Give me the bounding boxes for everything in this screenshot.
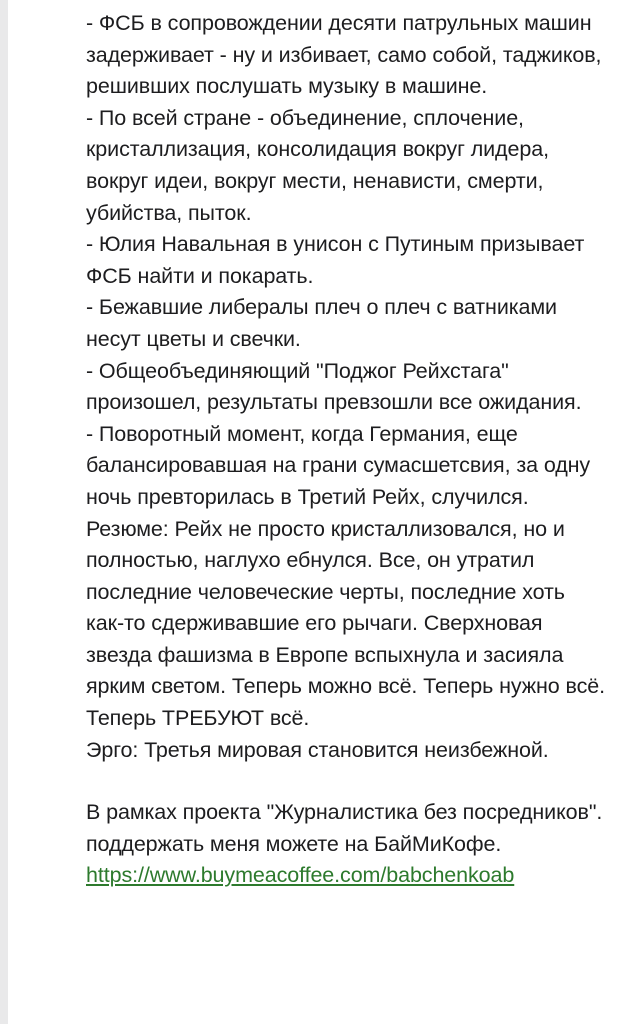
- paragraph-2: - По всей стране - объединение, сплочение, кристаллизация, консолидация вокруг лидера, вокруг идеи, вокруг мести, ненависти, смерти, убийства, пыток.: [86, 105, 549, 225]
- paragraph-3: - Юлия Навальная в унисон с Путиным призывает ФСБ найти и покарать.: [86, 232, 585, 288]
- buymeacoffee-link[interactable]: https://www.buymeacoffee.com/babchenkoab: [86, 863, 515, 888]
- paragraph-6: - Поворотный момент, когда Германия, еще балансировавшая на грани сумасшетсвия, за одну ночь превторилась в Третий Рейх, случился.: [86, 421, 591, 509]
- support-note: поддержать меня можете на БайМиКофе.: [86, 831, 502, 856]
- paragraph-4: - Бежавшие либералы плеч о плеч с ватниками несут цветы и свечки.: [86, 295, 557, 351]
- paragraph-conclusion: Эрго: Третья мировая становится неизбежной.: [86, 737, 549, 762]
- project-note: В рамках проекта "Журналистика без посредников".: [86, 800, 603, 825]
- paragraph-1: - ФСБ в сопровождении десяти патрульных машин задерживает - ну и избивает, само собой, таджиков, решивших послушать музыку в машине.: [86, 11, 602, 99]
- paragraph-gap: [86, 766, 605, 797]
- paragraph-5: - Общеобъединяющий "Поджог Рейхстага" произошел, результаты превзошли все ожидания.: [86, 358, 582, 415]
- paragraph-summary: Резюме: Рейх не просто кристаллизовался, но и полностью, наглухо ебнулся. Все, он утратил последние человеческие черты, последние хоть как-то сдерживавшие его рычаги. Сверхновая звезда фашизма в Европе вспыхнула и засияла ярким светом. Теперь можно всё. Теперь нужно всё. Теперь ТРЕБУЮТ всё.: [86, 516, 605, 731]
